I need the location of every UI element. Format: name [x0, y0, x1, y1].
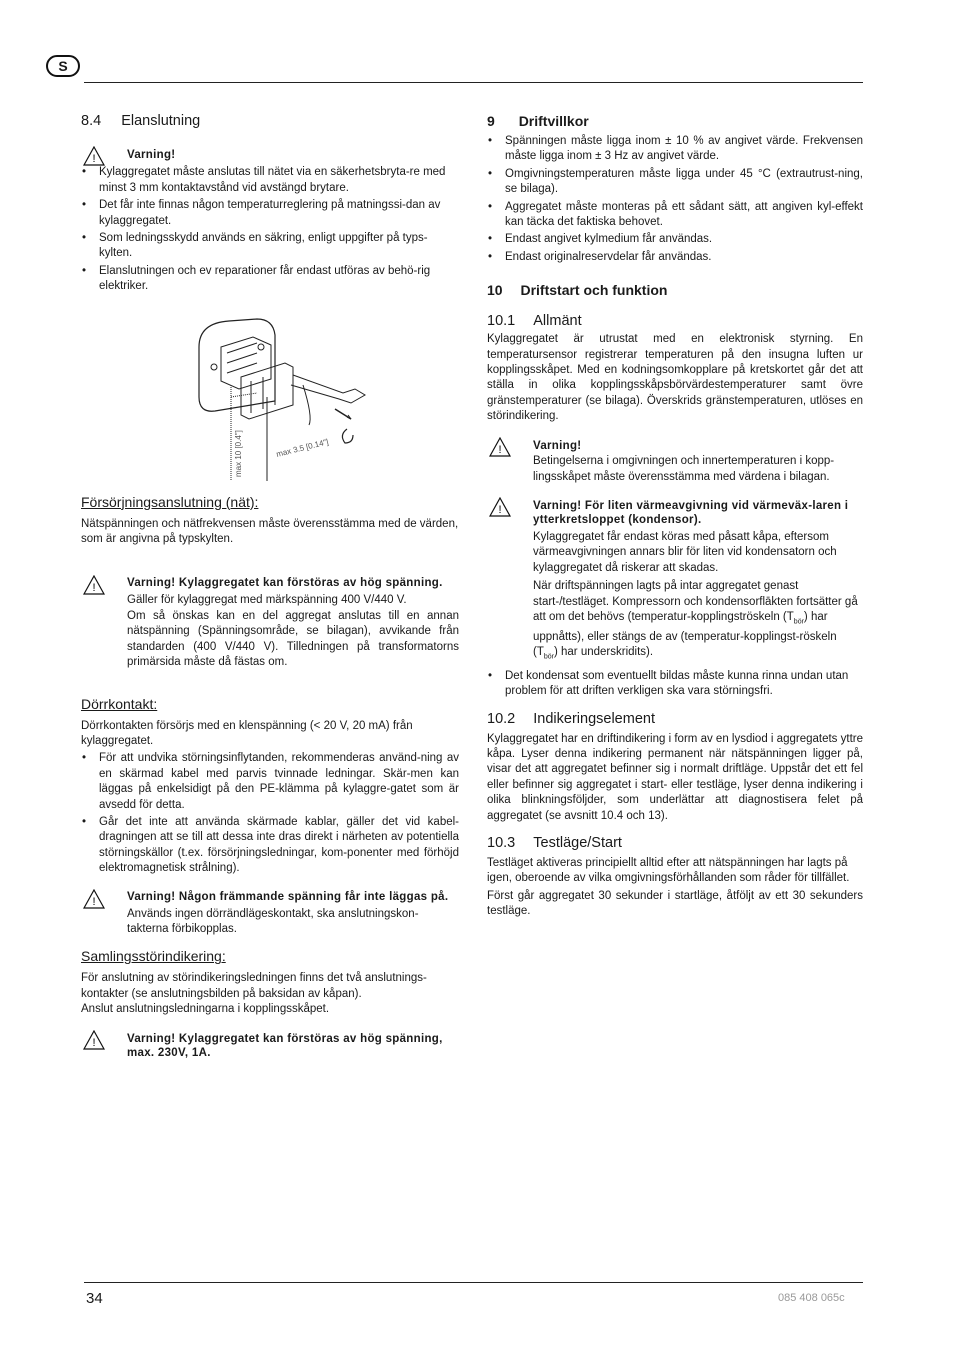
list-item: • För att undvika störningsinflytanden, rekommenderas använd-ning av en skärmad kabel med parvis tvinnade ledningar. Skär-men kan läggas på enkelsidigt på den PE-klämma på kylaggre-gatet som är avsedd för detta. — [81, 751, 459, 813]
warning-triangle-icon — [83, 889, 105, 909]
door-contact-text: Dörrkontakten försörjs med en klenspänning (< 20 V, 20 mA) från kylaggregatet. — [81, 719, 413, 747]
warning-block-4 — [81, 1032, 459, 1060]
warning-triangle-icon — [83, 575, 105, 595]
left-column — [81, 112, 459, 1060]
warning-triangle-icon — [83, 146, 105, 166]
section-title: Indikeringselement — [533, 710, 655, 727]
subscript: bör — [543, 653, 554, 661]
test-mode-text: Testläget aktiveras principiellt alltid efter att nätspänningen har lagts på igen, oberoende av vilka omgivningsförhållanden som råder för tillfället. — [487, 857, 850, 885]
list-item: • Går det inte att använda skärmade kablar, gäller det vid kabel-dragningen att se till att dessa inte dras direkt i närheten av potentiella störningskällor (t.ex. försörjningsledningar, kom-ponenter med förhöjd elektromagnetisk strålning). — [81, 815, 459, 877]
section-number: 10.1 — [487, 313, 516, 330]
warning-block-3 — [81, 891, 459, 938]
svg-text:!: ! — [92, 582, 96, 595]
section-number: 9 — [487, 113, 495, 129]
section-9-heading — [487, 112, 863, 130]
language-badge: S — [46, 55, 80, 77]
warning-title: Varning! Någon främmande spänning får inte läggas på. — [127, 890, 449, 903]
section-title: Driftvillkor — [518, 113, 589, 129]
warning-text: Gäller för kylaggregat med märkspänning 400 V/440 V. — [127, 594, 407, 607]
warning-text — [533, 579, 863, 665]
section-title: Testläge/Start — [533, 835, 622, 851]
section-10-2-heading — [487, 710, 863, 728]
list-item: • Endast originalreservdelar får användas. — [487, 250, 863, 265]
section-title: Allmänt — [533, 313, 582, 330]
supply-heading: Försörjningsanslutning (nät): — [81, 493, 259, 510]
footer-rule — [84, 1282, 863, 1283]
warning-title: Varning! — [533, 439, 582, 452]
warning-triangle-icon — [489, 497, 511, 517]
svg-text:!: ! — [498, 503, 502, 516]
connection-figure — [81, 305, 459, 491]
door-contact-heading: Dörrkontakt: — [81, 695, 158, 712]
list-item: • Det kondensat som eventuellt bildas måste kunna rinna undan utan problem för att driften verkligen ska vara störningsfri. — [487, 669, 863, 700]
list-item: • Omgivningstemperaturen måste ligga under 45 °C (extrautrust-ning, se bilaga). — [487, 167, 863, 198]
header-rule — [84, 82, 863, 83]
warning-text: Kylaggregatet får endast köras med påsatt kåpa, eftersom värmeavgivningen annars blir för liten vid kondensatorn och kylaggregatet då riskerar att skadas. — [533, 530, 837, 574]
svg-text:!: ! — [92, 1036, 96, 1049]
section-10-1-heading — [487, 312, 863, 330]
warning-block-6 — [487, 499, 863, 665]
subscript: bör — [793, 618, 804, 626]
text-part: När driftspänningen lagts på intar aggregatet genast start-/testläget. Kompressorn och kondensorflākten fortsätter gå att om det behövs (temperatur-kopplingströskeln (T — [533, 580, 858, 623]
indicator-text: Kylaggregatet har en driftindikering i form av en lysdiod i aggregatets yttre kåpa. Lyser denna indikering permanent när nätspänningen ligger på, visar det att aggregatet befinner sig i normalt driftläge. Uppstår det ett fel eller befinner sig aggregatet i start- eller testläge, lyser denna indikering i olika blinkningsföljder, som underlättar att diagnostisera felet på aggregatet (se avsnitt 10.4 och 13). — [487, 732, 863, 822]
list-item: • Endast angivet kylmedium får användas. — [487, 232, 863, 247]
list-item: • Elanslutningen och ev reparationer får endast utföras av behö-rig elektriker. — [81, 264, 459, 295]
section-number: 10 — [487, 282, 503, 299]
warning-block-5 — [487, 439, 863, 485]
warning-triangle-icon — [83, 1030, 105, 1050]
warning-title: Varning! Kylaggregatet kan förstöras av hög spänning. — [127, 577, 443, 590]
section-8-4-heading — [81, 112, 459, 130]
warning-title: Varning! — [127, 149, 176, 161]
section-number: 10.3 — [487, 835, 516, 851]
section-number: 8.4 — [81, 113, 102, 129]
door-contact-list — [81, 751, 459, 876]
section-10-3-heading — [487, 834, 863, 852]
warning-triangle-icon — [489, 437, 511, 457]
svg-text:!: ! — [92, 895, 96, 908]
list-item: • Det får inte finnas någon temperaturreglering på matningssi-dan av kylaggregatet. — [81, 198, 459, 229]
warning-title: Varning! För liten värmeavgivning vid värmeväx-laren i ytterkretsloppet (kondensor). — [533, 499, 849, 526]
right-column — [487, 112, 863, 920]
warning-title: Varning! Kylaggregatet kan förstöras av hög spänning, max. 230V, 1A. — [127, 1032, 443, 1059]
text-part: ) har underskridits). — [553, 646, 654, 659]
document-code: 085 408 065c — [778, 1292, 845, 1304]
warning-text: Betingelserna i omgivningen och innertemperaturen i kopp-lingsskåpet måste överensstämma med värdena i bilagan. — [533, 455, 835, 483]
collective-fault-text: Anslut anslutningsledningarna i kopplingsskåpet. — [81, 1003, 330, 1016]
section-title: Elanslutning — [121, 113, 201, 129]
section-10-heading — [487, 281, 863, 299]
warning-block-2 — [81, 577, 459, 670]
general-text: Kylaggregatet är utrustat med en elektronisk styrning. En temperatursensor registrerar temperaturen på den insugna luften ur kopplingsskåpet. Med en kodningsomkopplare på kretskortet går det att ställa in olika kopplingsskåpsbörvärdestemperaturer samt övre gränstemperaturer (se bilaga). Överskrids gränstemperaturen, utlöses en störindikering. — [487, 333, 863, 423]
list-item: • Som ledningsskydd används en säkring, enligt uppgifter på typs-kylten. — [81, 231, 459, 262]
warning-block-1 — [81, 148, 459, 163]
svg-text:!: ! — [498, 443, 502, 456]
supply-text: Nätspänningen och nätfrekvensen måste överensstämma med de värden, som är angivna på typskylten. — [81, 517, 459, 546]
operating-conditions-list — [487, 134, 863, 265]
list-item: • Kylaggregatet måste anslutas till nätet via en säkerhetsbryta-re med minst 3 mm kontaktavstånd vid avstängd brytare. — [81, 165, 459, 196]
svg-text:!: ! — [92, 153, 96, 165]
condensate-list — [487, 669, 863, 700]
terminal-screwdriver-illustration — [81, 305, 459, 491]
text-part: ) har uppnåtts), eller stängs de av (temperatur-kopplingst-röskeln (T — [533, 610, 837, 659]
test-mode-text: Först går aggregatet 30 sekunder i startläge, åtföljt av ett 30 sekunders testläge. — [487, 889, 863, 918]
list-item: • Spänningen måste ligga inom ± 10 % av angivet värde. Frekvensen måste ligga inom ± 3 Hz av angivet värde. — [487, 134, 863, 165]
dimension-label-1: max 10 [0.4"] — [234, 429, 243, 477]
section-title: Driftstart och funktion — [520, 282, 668, 299]
section-number: 10.2 — [487, 710, 516, 727]
collective-fault-text: För anslutning av störindikeringsledningen finns det två anslutnings-kontakter (se anslutningsbilden på baksidan av kåpan). — [81, 972, 427, 1000]
list-item: • Aggregatet måste monteras på ett sådant sätt, att angiven kyl-effekt kan täcka det faktiska behovet. — [487, 200, 863, 231]
dimension-label-2: max 3.5 [0.14"] — [275, 436, 330, 459]
warning-1-list — [81, 165, 459, 294]
warning-text: Om så önskas kan en del aggregat anslutas till en annan nätspänning (Spänningsområde, se bilagan), avvikande från standarden (400 V/440 V). Tilledningen på transformatorns primärsida måste då fästas om. — [127, 609, 459, 669]
collective-fault-heading: Samlingsstörindikering: — [81, 948, 226, 965]
page-number: 34 — [86, 1290, 103, 1307]
warning-text: Används ingen dörrändlägeskontakt, ska anslutningskon-takterna förbikopplas. — [127, 907, 419, 935]
